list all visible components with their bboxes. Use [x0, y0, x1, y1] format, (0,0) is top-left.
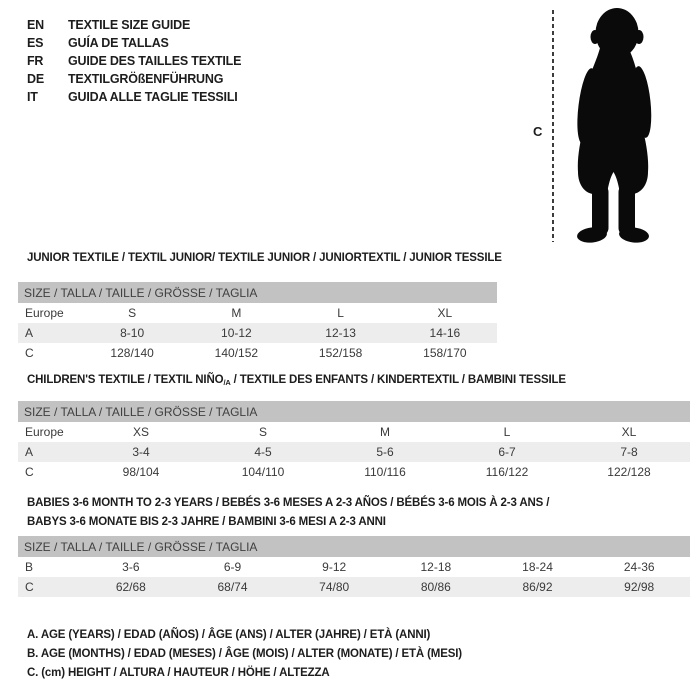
- language-code: ES: [27, 36, 44, 50]
- language-code: FR: [27, 54, 44, 68]
- footnote-c-height: C. (cm) HEIGHT / ALTURA / HAUTEUR / HÖHE / ALTEZZA: [27, 667, 330, 679]
- value-cell: 140/152: [214, 346, 259, 360]
- language-label: TEXTILGRÖßENFÜHRUNG: [68, 72, 224, 86]
- row-label: Europe: [25, 306, 64, 320]
- row-label: B: [25, 560, 34, 574]
- language-label: TEXTILE SIZE GUIDE: [68, 18, 191, 32]
- size-cell: XL: [437, 306, 453, 320]
- value-cell: 128/140: [110, 346, 154, 360]
- table-row-height-cm: [18, 343, 497, 363]
- value-cell: 24-36: [623, 560, 655, 574]
- row-label: Europe: [25, 425, 64, 439]
- babies-title-line2: BABYS 3-6 MONATE BIS 2-3 JAHRE / BAMBINI 3-6 MESI A 2-3 ANNI: [27, 516, 386, 528]
- value-cell: 10-12: [221, 326, 252, 340]
- value-cell: 74/80: [319, 580, 350, 594]
- value-cell: 158/170: [423, 346, 467, 360]
- table-row-europe: [18, 422, 690, 442]
- row-label: C: [25, 580, 34, 594]
- value-cell: 5-6: [376, 445, 394, 459]
- value-cell: 68/74: [217, 580, 248, 594]
- value-cell: 12-18: [420, 560, 452, 574]
- children-size-table: [18, 401, 690, 482]
- row-label: C: [25, 346, 34, 360]
- title-text: / TEXTILE DES ENFANTS / KINDERTEXTIL / BAMBINI TESSILE: [230, 374, 566, 386]
- footnote-b-age-months: B. AGE (MONTHS) / EDAD (MESES) / ÂGE (MOIS) / ALTER (MONATE) / ETÀ (MESI): [27, 648, 462, 660]
- table-row-height-cm: [18, 462, 690, 482]
- size-cell: XL: [621, 425, 637, 439]
- table-row-age-years: [18, 323, 497, 343]
- value-cell: 9-12: [322, 560, 347, 574]
- value-cell: 92/98: [624, 580, 655, 594]
- size-cell: XS: [132, 425, 149, 439]
- row-label: A: [25, 445, 34, 459]
- value-cell: 12-13: [325, 326, 356, 340]
- size-cell: S: [128, 306, 137, 320]
- footnote-a-age-years: A. AGE (YEARS) / EDAD (AÑOS) / ÂGE (ANS) / ALTER (JAHRE) / ETÀ (ANNI): [27, 629, 431, 641]
- title-text: CHILDREN'S TEXTILE / TEXTIL NIÑO: [27, 374, 224, 386]
- value-cell: 62/68: [115, 580, 146, 594]
- value-cell: 14-16: [429, 326, 461, 340]
- value-cell: 98/104: [122, 465, 160, 479]
- value-cell: 122/128: [607, 465, 651, 479]
- size-cell: M: [380, 425, 390, 439]
- table-header-band: SIZE / TALLA / TAILLE / GRÖSSE / TAGLIA: [18, 282, 497, 303]
- babies-section-title: [27, 494, 549, 532]
- language-label: GUIDE DES TAILLES TEXTILE: [68, 54, 242, 68]
- table-header-band: SIZE / TALLA / TAILLE / GRÖSSE / TAGLIA: [18, 401, 690, 422]
- language-row-it: [27, 88, 241, 106]
- value-cell: 110/116: [364, 465, 406, 479]
- language-label: GUÍA DE TALLAS: [68, 36, 169, 50]
- language-code: IT: [27, 90, 38, 104]
- junior-size-table: [18, 282, 497, 363]
- table-row-age-months: [18, 557, 690, 577]
- value-cell: 116/122: [485, 465, 529, 479]
- language-label: GUIDA ALLE TAGLIE TESSILI: [68, 90, 238, 104]
- junior-section-title: JUNIOR TEXTILE / TEXTIL JUNIOR/ TEXTILE JUNIOR / JUNIORTEXTIL / JUNIOR TESSILE: [27, 252, 502, 264]
- height-measure-label: C: [533, 124, 543, 139]
- table-row-age-years: [18, 442, 690, 462]
- value-cell: 4-5: [254, 445, 272, 459]
- language-row-fr: [27, 52, 241, 70]
- value-cell: 6-7: [498, 445, 516, 459]
- language-row-es: [27, 34, 241, 52]
- table-row-height-cm: [18, 577, 690, 597]
- language-code: EN: [27, 18, 44, 32]
- children-section-title: [27, 371, 566, 392]
- table-header-band: SIZE / TALLA / TAILLE / GRÖSSE / TAGLIA: [18, 536, 690, 557]
- babies-title-line1: BABIES 3-6 MONTH TO 2-3 YEARS / BEBÉS 3-6 MESES A 2-3 AÑOS / BÉBÉS 3-6 MOIS À 2-3 ANS /: [27, 497, 550, 509]
- value-cell: 7-8: [620, 445, 638, 459]
- row-label: A: [25, 326, 34, 340]
- value-cell: 18-24: [522, 560, 553, 574]
- value-cell: 6-9: [223, 560, 242, 574]
- value-cell: 80/86: [420, 580, 451, 594]
- title-subscript: /A: [223, 378, 231, 387]
- babies-size-table: [18, 536, 690, 597]
- table-row-europe: [18, 303, 497, 323]
- value-cell: 8-10: [120, 326, 145, 340]
- language-row-en: [27, 16, 241, 34]
- language-list: [27, 16, 241, 106]
- value-cell: 152/158: [318, 346, 363, 360]
- size-cell: L: [337, 306, 344, 320]
- language-code: DE: [27, 72, 44, 86]
- size-cell: L: [503, 425, 511, 439]
- value-cell: 3-4: [132, 445, 150, 459]
- value-cell: 3-6: [122, 560, 140, 574]
- value-cell: 104/110: [241, 465, 285, 479]
- height-measure-dotted-line: [552, 10, 554, 242]
- row-label: C: [25, 465, 34, 479]
- size-cell: M: [231, 306, 242, 320]
- value-cell: 86/92: [522, 580, 553, 594]
- language-row-de: [27, 70, 241, 88]
- toddler-silhouette-icon: [562, 6, 662, 246]
- size-cell: S: [258, 425, 267, 439]
- footnote-legend: [27, 626, 462, 683]
